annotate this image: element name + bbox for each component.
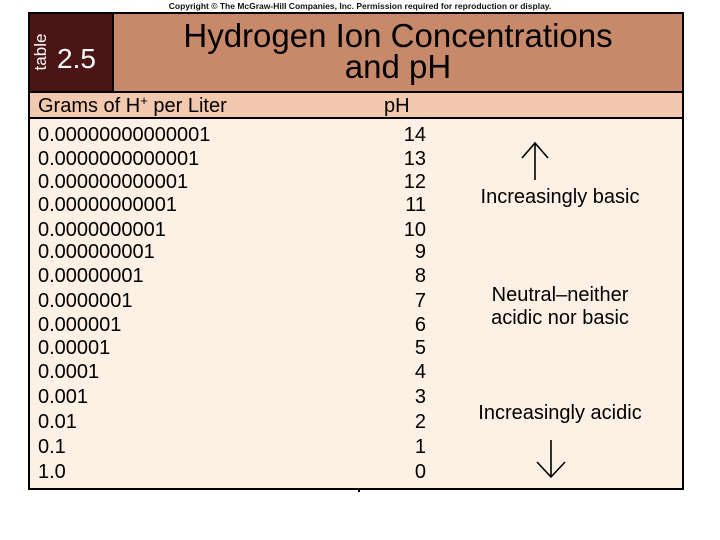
note-neutral-line-1: Neutral–neither [491,284,629,306]
grams-cell: 0.00000000000001 [38,124,211,146]
ph-cell: 6 [414,314,426,336]
table-tag [30,14,114,91]
table-row [30,123,682,147]
copyright-notice: Copyright © The McGraw-Hill Companies, Inc. Permission required for reproduction or display. [168,1,552,11]
grams-header-superscript: + [140,93,148,108]
table-row [30,147,682,171]
ph-cell: 2 [414,411,426,433]
grams-cell: 0.1 [38,436,66,458]
grams-cell: 0.000001 [38,314,122,336]
grams-cell: 0.000000000001 [38,171,189,193]
ph-cell: 12 [403,171,426,193]
table-row [30,460,682,484]
grams-cell: 0.00000001 [38,265,144,287]
note-increasingly-acidic: Increasingly acidic [478,402,642,424]
ph-table [28,12,684,490]
table-header-band [30,14,682,93]
table-title-line-1: Hydrogen Ion Concentrations [183,17,613,54]
ph-cell: 4 [414,361,426,383]
column-header-grams [38,95,227,117]
table-row [30,336,682,360]
ph-cell: 14 [403,124,426,146]
grams-cell: 0.00000000001 [38,194,178,216]
grams-cell: 1.0 [38,461,66,483]
grams-cell: 0.001 [38,386,89,408]
grams-cell: 0.0000000000001 [38,148,200,170]
table-title [114,17,682,85]
grams-header-suffix: per Liter [147,95,227,117]
table-tag-word: table [31,33,50,71]
grams-cell: 0.0000000001 [38,219,166,241]
table-row [30,360,682,384]
bottom-divider-tick [358,488,360,492]
ph-cell: 5 [414,337,426,359]
ph-cell: 7 [414,290,426,312]
table-number: 2.5 [57,43,96,74]
ph-cell: 11 [405,194,426,216]
grams-cell: 0.000000001 [38,241,155,263]
table-row [30,240,682,264]
ph-cell: 3 [414,386,426,408]
table-title-line-2: and pH [344,48,452,85]
note-increasingly-basic: Increasingly basic [480,186,640,208]
arrow-down-icon [535,440,567,480]
note-neutral-line-2: acidic nor basic [491,307,629,329]
grams-cell: 0.0001 [38,361,100,383]
ph-cell: 9 [414,241,426,263]
arrow-up-icon [520,140,550,180]
column-header-ph: pH [384,95,410,117]
table-row [30,435,682,459]
ph-cell: 1 [414,436,426,458]
grams-cell: 0.01 [38,411,77,433]
table-row [30,218,682,242]
ph-cell: 8 [414,265,426,287]
grams-cell: 0.0000001 [38,290,133,312]
ph-cell: 0 [414,461,426,483]
column-header-row [30,93,682,119]
ph-cell: 10 [403,219,426,241]
ph-cell: 13 [403,148,426,170]
grams-cell: 0.00001 [38,337,111,359]
grams-header-prefix: Grams of H [38,95,141,117]
